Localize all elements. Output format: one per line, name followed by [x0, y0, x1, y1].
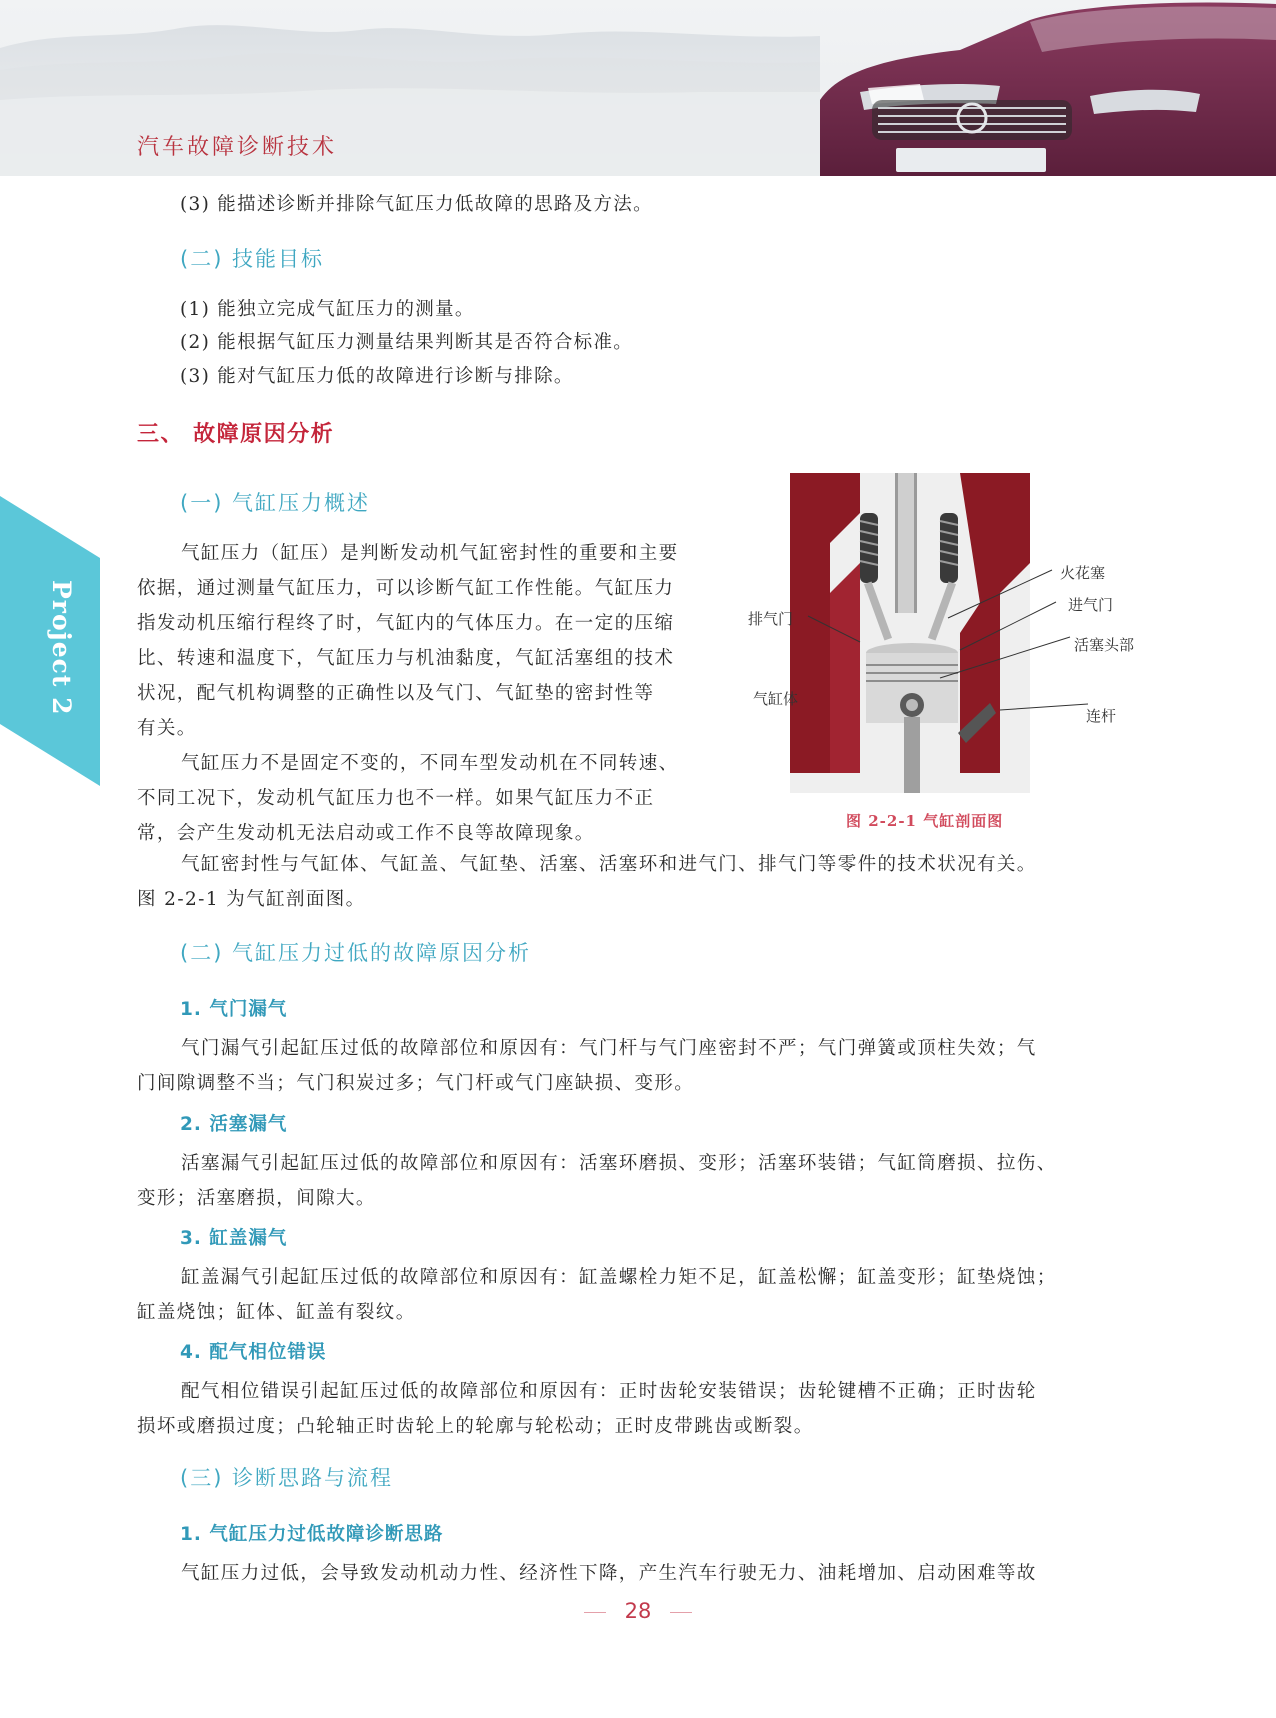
- footer-dash-right: [670, 1612, 692, 1613]
- page-number: 28: [624, 1599, 652, 1623]
- label-intake-valve: 进气门: [1068, 596, 1114, 614]
- skill-goals-heading: (二) 技能目标: [180, 247, 325, 271]
- overview-paragraph: [137, 536, 727, 851]
- diagnosis-heading: (三) 诊断思路与流程: [180, 1466, 394, 1490]
- label-piston-head: 活塞头部: [1074, 636, 1135, 654]
- text-line: 缸盖漏气引起缸压过低的故障部位和原因有：缸盖螺栓力矩不足，缸盖松懈；缸盖变形；缸垫烧蚀；: [181, 1267, 1057, 1288]
- overview-heading: (一) 气缸压力概述: [180, 491, 371, 515]
- label-connecting-rod: 连杆: [1086, 707, 1117, 725]
- skill-goal-item: (3) 能对气缸压力低的故障进行诊断与排除。: [180, 366, 574, 387]
- text-line: 缸盖烧蚀；缸体、缸盖有裂纹。: [137, 1302, 416, 1323]
- text-line: 比、转速和温度下，气缸压力与机油黏度，气缸活塞组的技术: [137, 648, 675, 669]
- text-line: 气缸密封性与气缸体、气缸盖、气缸垫、活塞、活塞环和进气门、排气门等零件的技术状况有关。: [181, 854, 1037, 875]
- book-title: 汽车故障诊断技术: [137, 135, 338, 160]
- skill-goal-item: (1) 能独立完成气缸压力的测量。: [180, 299, 475, 320]
- text-line: 图 2-2-1 为气缸剖面图。: [137, 889, 366, 910]
- cause-paragraph: [137, 1260, 1139, 1330]
- page-footer: [580, 1599, 696, 1627]
- text-line: 不同工况下，发动机气缸压力也不一样。如果气缸压力不正: [137, 788, 655, 809]
- overview-paragraph-cont: [137, 847, 1139, 917]
- label-cylinder-block: 气缸体: [753, 690, 799, 708]
- text-line: 气缸压力不是固定不变的，不同车型发动机在不同转速、: [181, 753, 679, 774]
- section-heading: 三、 故障原因分析: [137, 422, 335, 447]
- text-line: 损坏或磨损过度；凸轮轴正时齿轮上的轮廓与轮松动；正时皮带跳齿或断裂。: [137, 1416, 814, 1437]
- text-line: 变形；活塞磨损，间隙大。: [137, 1188, 376, 1209]
- cause-paragraph: [137, 1146, 1139, 1216]
- cause-title: 3. 缸盖漏气: [180, 1228, 288, 1249]
- figure-caption: 图 2-2-1 气缸剖面图: [846, 812, 1004, 830]
- text-line: 有关。: [137, 718, 197, 739]
- cause-title: 4. 配气相位错误: [180, 1342, 327, 1363]
- car-illustration: [780, 0, 1276, 176]
- diagnosis-sub-title: 1. 气缸压力过低故障诊断思路: [180, 1524, 444, 1545]
- mountain-landscape-illustration: [0, 0, 820, 176]
- cause-paragraph: [137, 1031, 1139, 1101]
- cause-paragraph: [137, 1374, 1139, 1444]
- project-label: Project 2: [47, 580, 76, 716]
- text-line: 气门漏气引起缸压过低的故障部位和原因有：气门杆与气门座密封不严；气门弹簧或顶柱失效；气: [181, 1038, 1037, 1059]
- text-line: 指发动机压缩行程终了时，气缸内的气体压力。在一定的压缩: [137, 613, 675, 634]
- text-line: 气缸压力过低，会导致发动机动力性、经济性下降，产生汽车行驶无力、油耗增加、启动困难等故: [181, 1563, 1037, 1584]
- text-line: 活塞漏气引起缸压过低的故障部位和原因有：活塞环磨损、变形；活塞环装错；气缸筒磨损、拉伤、: [181, 1153, 1057, 1174]
- causes-heading: (二) 气缸压力过低的故障原因分析: [180, 941, 532, 965]
- label-spark-plug: 火花塞: [1060, 564, 1106, 582]
- label-exhaust-valve: 排气门: [748, 610, 794, 628]
- text-line: 气缸压力（缸压）是判断发动机气缸密封性的重要和主要: [181, 543, 679, 564]
- cause-title: 2. 活塞漏气: [180, 1114, 288, 1135]
- text-line: 配气相位错误引起缸压过低的故障部位和原因有：正时齿轮安装错误；齿轮键槽不正确；正时齿轮: [181, 1381, 1037, 1402]
- skill-goal-item: (2) 能根据气缸压力测量结果判断其是否符合标准。: [180, 332, 634, 353]
- text-line: 依据，通过测量气缸压力，可以诊断气缸工作性能。气缸压力: [137, 578, 675, 599]
- page-header: [0, 0, 1276, 176]
- knowledge-goal-item: (3) 能描述诊断并排除气缸压力低故障的思路及方法。: [180, 194, 653, 215]
- diagnosis-paragraph: [137, 1556, 1139, 1591]
- text-line: 门间隙调整不当；气门积炭过多；气门杆或气门座缺损、变形。: [137, 1073, 695, 1094]
- text-line: 常，会产生发动机无法启动或工作不良等故障现象。: [137, 823, 595, 844]
- cause-title: 1. 气门漏气: [180, 999, 288, 1020]
- text-line: 状况，配气机构调整的正确性以及气门、气缸垫的密封性等: [137, 683, 655, 704]
